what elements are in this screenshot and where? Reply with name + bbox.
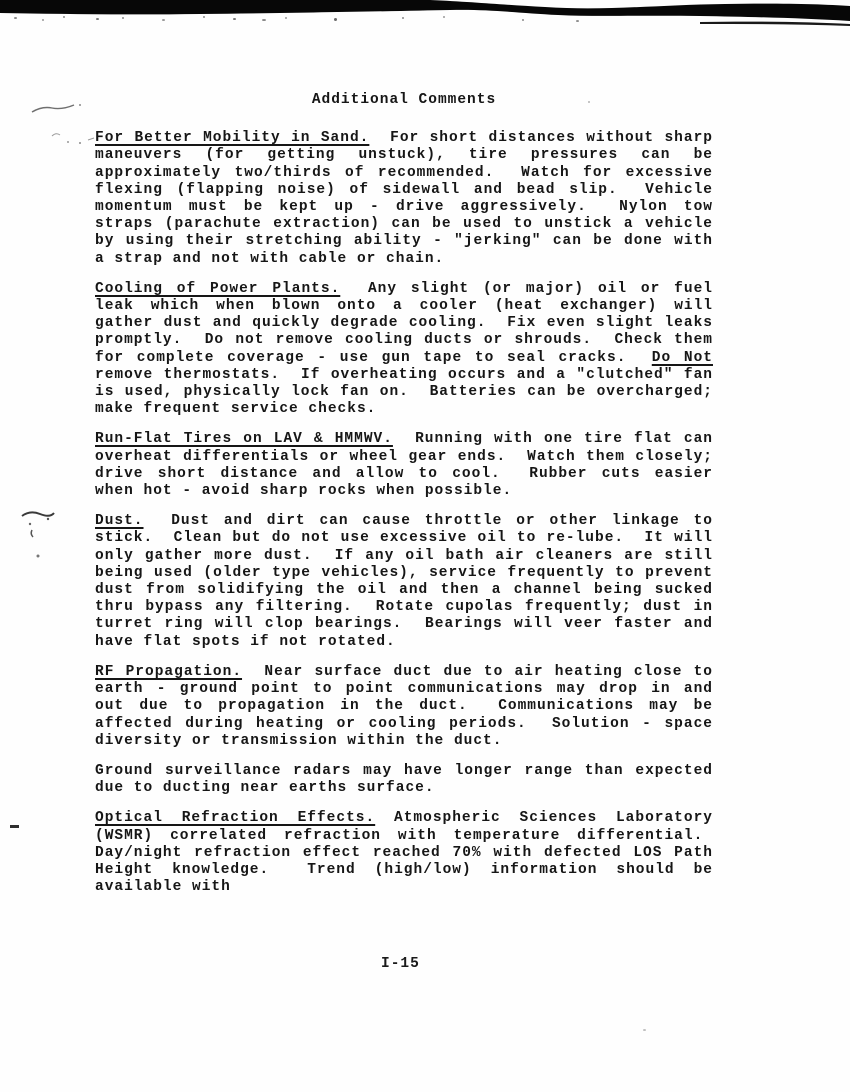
scan-artifact-margin-dash	[10, 825, 19, 828]
scan-speckle	[262, 19, 266, 21]
paragraph-cooling-power-plants	[95, 281, 713, 419]
body-text: Any slight (or major) oil or fuel leak which when blown onto a cooler (heat exchanger) will gather dust and quickly degrade cooling. Fix even slight leaks promptly. Do not remove cooling ducts or shrouds. Check them for complete coverage - use gun tape to seal cracks.	[95, 280, 713, 366]
body-text: Near surface duct due to air heating close to earth - ground point to point communications may drop in and out due to propagation in the duct. Communications may be affected during heating or cooling periods. Solution - space diversity or transmission within the duct.	[95, 663, 713, 749]
underlined-text: Cooling of Power Plants.	[95, 280, 341, 297]
paragraph-mobility-in-sand	[95, 130, 713, 268]
scan-speckle	[162, 19, 165, 21]
underlined-text: Run-Flat Tires on LAV & HMMWV.	[95, 431, 393, 448]
body-text: For short distances without sharp maneuvers (for getting unstuck), tire pressures can be approximately two/thirds of recommended. Watch for excessive flexing (flapping noise) of sidewall and bead slip. Vehicle momentum must be kept up - drive aggressively. Nylon tow straps (parachute extraction) can be used to unstick a vehicle by using their stretching ability - "jerking" can be done with a strap and not with cable or chain.	[95, 130, 713, 267]
page-title: Additional Comments	[311, 92, 497, 108]
scan-speckle	[203, 16, 205, 18]
paragraph-optical-refraction	[95, 810, 713, 896]
scan-speckle	[334, 18, 337, 21]
body-text: Running with one tire flat can overheat differentials or wheel gear ends. Watch them closely; drive short distance and allow to cool. Rubber cuts easier when hot - avoid sharp rocks when possible.	[95, 431, 713, 500]
scan-speckle	[233, 18, 236, 20]
scan-speckle	[576, 20, 579, 22]
underlined-text: Do Not	[651, 349, 713, 366]
scan-speckle	[14, 17, 17, 19]
body-text: remove thermostats. If overheating occurs and a "clutched" fan is used, physically lock fan on. Batteries can be overcharged; make frequent service checks.	[95, 366, 713, 418]
page-number: I-15	[381, 956, 420, 972]
scan-speckle	[402, 17, 404, 19]
paragraph-dust	[95, 513, 713, 651]
underlined-text: Dust.	[95, 513, 144, 530]
paragraph-ground-surveillance	[95, 763, 713, 797]
underlined-text: RF Propagation.	[95, 663, 243, 680]
scan-speckle	[63, 16, 65, 18]
scan-artifact-margin-smudge	[18, 506, 58, 562]
body-text: Atmospheric Sciences Laboratory (WSMR) correlated refraction with temperature differential. Day/night refraction effect reached 70% with defected LOS Path Height knowledge. Trend (high/low) information should be available with	[95, 810, 713, 896]
body-text: Ground surveillance radars may have longer range than expected due to ducting near earths surface.	[95, 762, 713, 797]
scan-speckle	[443, 16, 445, 18]
underlined-text: Optical Refraction Effects.	[95, 810, 376, 827]
paragraph-rf-propagation	[95, 664, 713, 750]
paragraph-run-flat-tires	[95, 431, 713, 500]
scan-speckle	[522, 19, 524, 21]
scan-speckle	[122, 17, 124, 19]
scan-speckle	[643, 1029, 646, 1031]
scan-speckle	[285, 17, 287, 19]
body-text: Dust and dirt can cause throttle or other linkage to stick. Clean but do not use excessive oil to re-lube. It will only gather more dust. If any oil bath air cleaners are still being used (older type vehicles), service frequently to prevent dust from solidifying the oil and then a channel being sucked thru bypass any filtering. Rotate cupolas frequently; dust in turret ring will clop bearings. Bearings will veer faster and have flat spots if not rotated.	[95, 513, 713, 650]
scan-artifact-top-bar	[0, 0, 850, 30]
scan-speckle	[42, 19, 44, 21]
document-body	[95, 92, 713, 909]
scan-speckle	[96, 18, 99, 20]
scan-artifact-margin-smudge	[28, 100, 98, 118]
underlined-text: For Better Mobility in Sand.	[95, 130, 370, 147]
